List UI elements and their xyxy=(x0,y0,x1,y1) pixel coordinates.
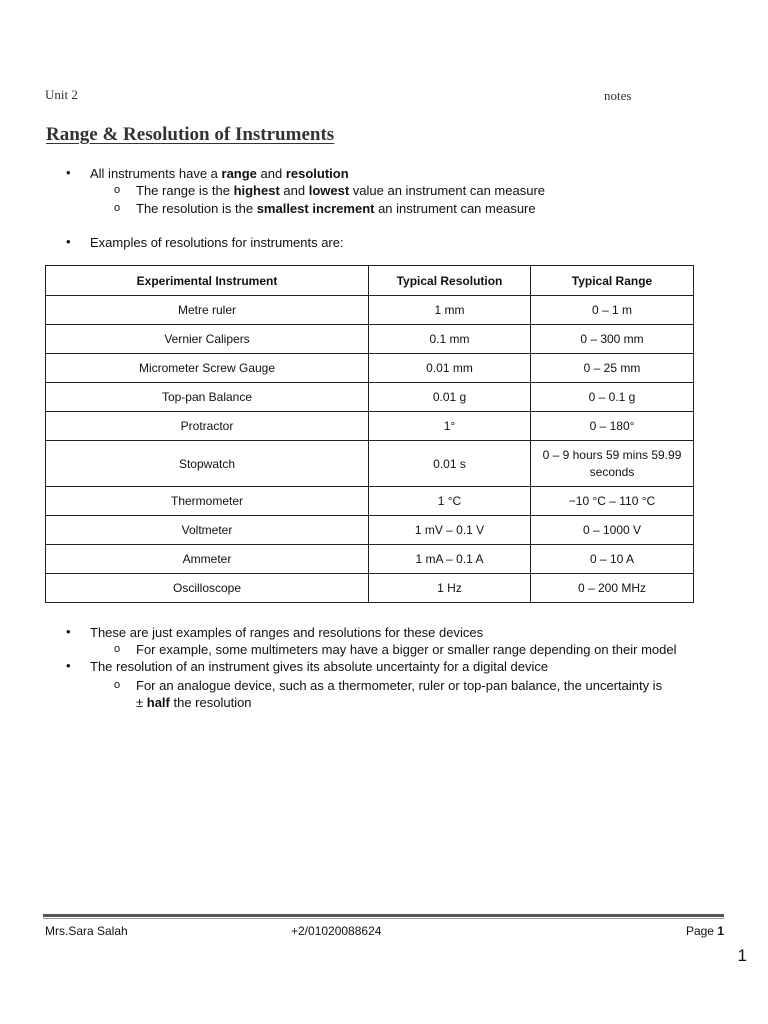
footer-rule xyxy=(43,914,724,917)
cell-instrument: Metre ruler xyxy=(46,296,369,325)
cell-range: −10 °C – 110 °C xyxy=(531,487,694,516)
cell-instrument: Protractor xyxy=(46,412,369,441)
cell-resolution: 1 mm xyxy=(369,296,531,325)
cell-range: 0 – 1 m xyxy=(531,296,694,325)
cell-resolution: 1 mV – 0.1 V xyxy=(369,516,531,545)
bullet-text: These are just examples of ranges and resolutions for these devices xyxy=(90,625,484,640)
cell-instrument: Stopwatch xyxy=(46,441,369,487)
cell-resolution: 1 mA – 0.1 A xyxy=(369,545,531,574)
sub-bullet-text: For example, some multimeters may have a bigger or smaller range depending on their model xyxy=(136,642,677,657)
cell-instrument: Thermometer xyxy=(46,487,369,516)
sub-bullet-text: For an analogue device, such as a thermometer, ruler or top-pan balance, the uncertainty is xyxy=(136,678,663,693)
page-number: 1 xyxy=(737,946,747,965)
page-title: Range & Resolution of Instruments xyxy=(46,124,335,145)
table-row xyxy=(46,383,694,412)
cell-resolution: 0.1 mm xyxy=(369,325,531,354)
sub-bullet: o xyxy=(114,184,121,196)
cell-range: 0 – 25 mm xyxy=(531,354,694,383)
header-notes: notes xyxy=(604,88,632,103)
bullet-dot: • xyxy=(66,234,71,249)
table-row xyxy=(46,487,694,516)
bullet-dot: • xyxy=(66,624,71,639)
sub-bullet: o xyxy=(114,643,121,655)
bullet-text: Examples of resolutions for instruments are: xyxy=(90,235,344,250)
bullet-dot: • xyxy=(66,165,71,180)
table-row xyxy=(46,354,694,383)
table-row xyxy=(46,545,694,574)
table-row xyxy=(46,574,694,603)
header-instrument: Experimental Instrument xyxy=(46,266,369,296)
cell-range: 0 – 180° xyxy=(531,412,694,441)
bullet-text: All instruments have a range and resolution xyxy=(90,166,349,181)
header-range: Typical Range xyxy=(531,266,694,296)
footer-phone: +2/01020088624 xyxy=(291,924,382,938)
cell-range: 0 – 200 MHz xyxy=(531,574,694,603)
cell-instrument: Oscilloscope xyxy=(46,574,369,603)
table-row xyxy=(46,296,694,325)
table-row xyxy=(46,441,694,487)
header-unit: Unit 2 xyxy=(45,87,78,102)
sub-bullet-text: The resolution is the smallest increment an instrument can measure xyxy=(136,201,536,216)
instrument-table xyxy=(45,265,694,603)
sub-bullet-text-continued: ± half the resolution xyxy=(136,695,252,710)
cell-resolution: 1 Hz xyxy=(369,574,531,603)
header-resolution: Typical Resolution xyxy=(369,266,531,296)
cell-instrument: Ammeter xyxy=(46,545,369,574)
cell-instrument: Micrometer Screw Gauge xyxy=(46,354,369,383)
footer-page: Page 1 xyxy=(685,924,724,938)
table-row xyxy=(46,325,694,354)
cell-resolution: 0.01 mm xyxy=(369,354,531,383)
bullet-dot: • xyxy=(66,658,71,673)
cell-instrument: Vernier Calipers xyxy=(46,325,369,354)
cell-range: 0 – 0.1 g xyxy=(531,383,694,412)
table-row xyxy=(46,516,694,545)
cell-resolution: 0.01 s xyxy=(369,441,531,487)
cell-resolution: 0.01 g xyxy=(369,383,531,412)
sub-bullet-text: The range is the highest and lowest value an instrument can measure xyxy=(136,183,546,198)
cell-instrument: Top-pan Balance xyxy=(46,383,369,412)
footer-rule-thin xyxy=(43,918,724,919)
table-header-row xyxy=(46,266,694,296)
cell-range: 0 – 9 hours 59 mins 59.99 seconds xyxy=(531,441,694,487)
cell-resolution: 1° xyxy=(369,412,531,441)
cell-range: 0 – 10 A xyxy=(531,545,694,574)
cell-resolution: 1 °C xyxy=(369,487,531,516)
cell-instrument: Voltmeter xyxy=(46,516,369,545)
cell-range: 0 – 1000 V xyxy=(531,516,694,545)
cell-range: 0 – 300 mm xyxy=(531,325,694,354)
sub-bullet: o xyxy=(114,202,121,214)
table-row xyxy=(46,412,694,441)
sub-bullet: o xyxy=(114,679,121,691)
bullet-text: The resolution of an instrument gives its absolute uncertainty for a digital device xyxy=(90,659,549,674)
footer-author: Mrs.Sara Salah xyxy=(45,924,128,938)
